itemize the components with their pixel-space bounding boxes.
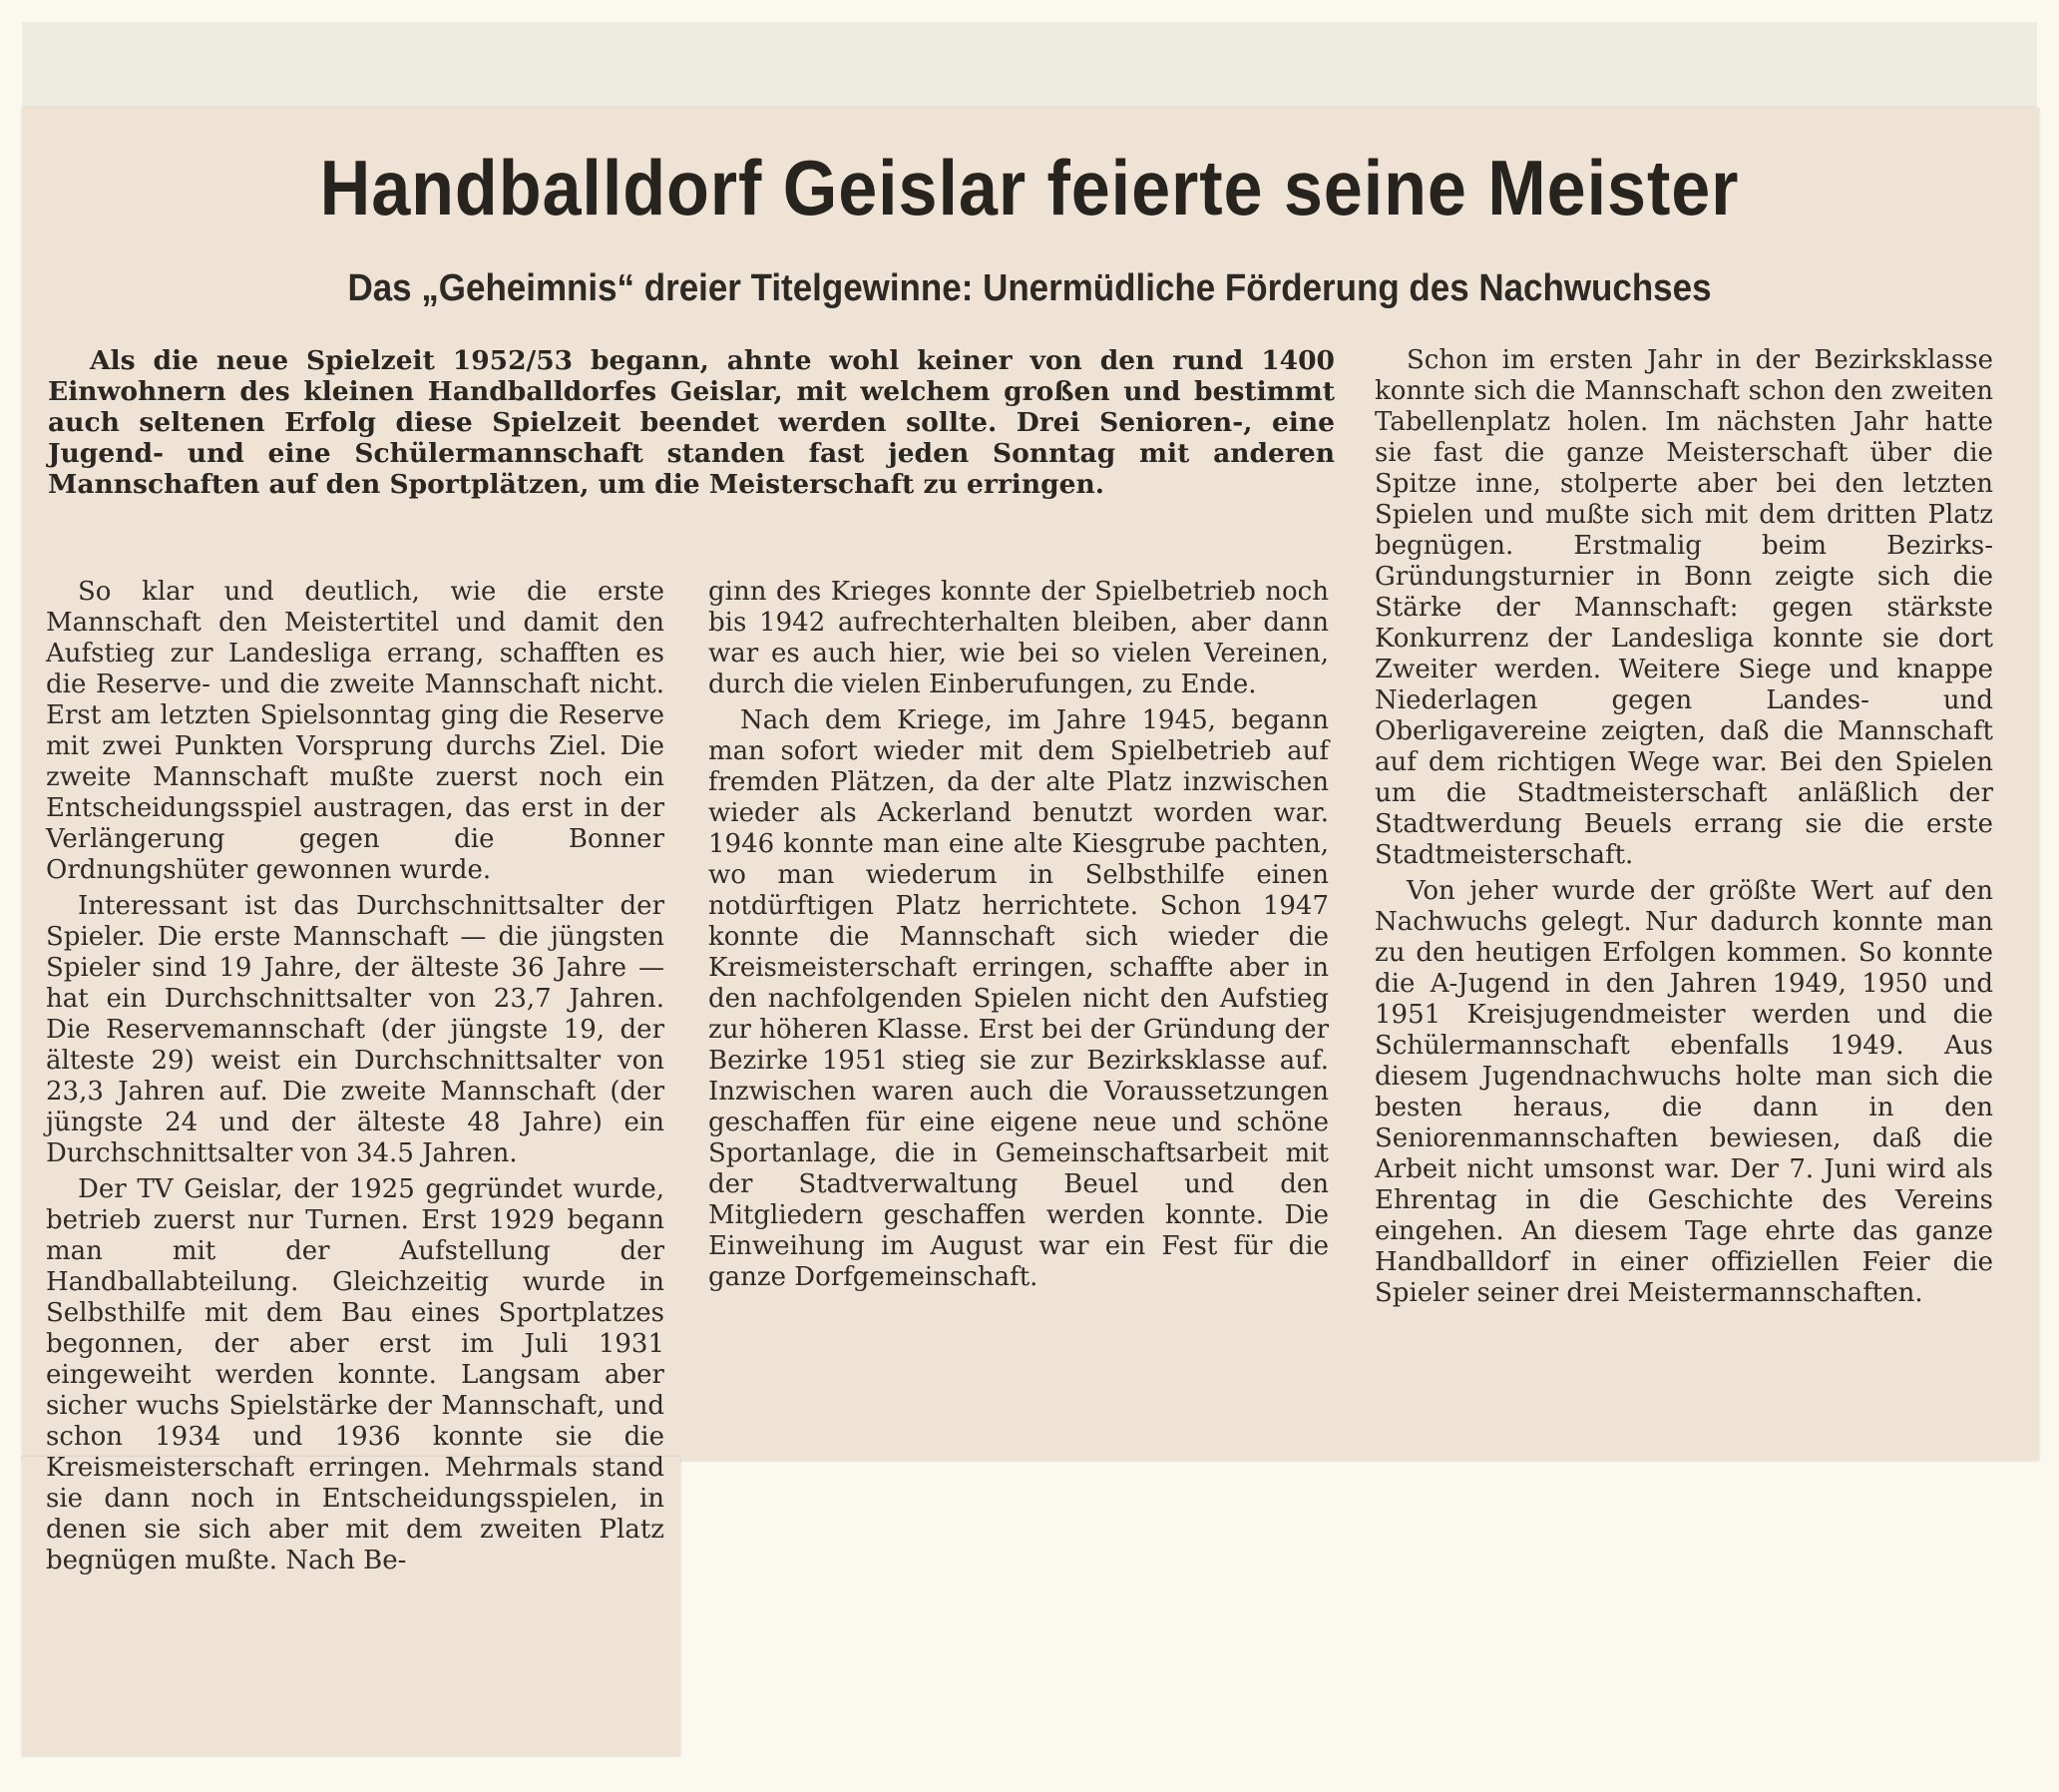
lead-paragraph: Als die neue Spielzeit 1952/53 begann, ahnte wohl keiner von den rund 1400 Einwohnern des kleinen Handballdorfes Geislar, mit welchem großen und bestimmt auch seltenen Erfolg diese Spielzeit beendet werden sollte. Drei Senioren-, eine Jugend- und eine Schülermannschaft standen fast jeden Sonntag mit anderen Mannschaften auf den Sportplätzen, um die Meisterschaft zu erringen. <box>48 345 1335 500</box>
column-paragraph: Interessant ist das Durchschnittsalter der Spieler. Die erste Mannschaft — die jüngsten Spieler sind 19 Jahre, der älteste 36 Jahre — hat ein Durchschnittsalter von 23,7 Jahren. Die Reservemannschaft (der jüngste 19, der älteste 29) weist ein Durchschnittsalter von 23,3 Jahren auf. Die zweite Mannschaft (der jüngste 24 und der älteste 48 Jahre) ein Durchschnittsalter von 34.5 Jahren. <box>46 891 664 1168</box>
column-paragraph: Schon im ersten Jahr in der Bezirksklasse konnte sich die Mannschaft schon den zweiten Tabellenplatz holen. Im nächsten Jahr hatte sie fast die ganze Meisterschaft über die Spitze inne, stolperte aber bei den letzten Spielen und mußte sich mit dem dritten Platz begnügen. Erstmalig beim Bezirks-Gründungsturnier in Bonn zeigte sich die Stärke der Mannschaft: gegen stärkste Konkurrenz der Landesliga konnte sie dort Zweiter werden. Weitere Siege und knappe Niederlagen gegen Landes- und Oberligavereine zeigten, daß die Mannschaft auf dem richtigen Wege war. Bei den Spielen um die Stadtmeisterschaft anläßlich der Stadtwerdung Beuels errang sie die erste Stadtmeisterschaft. <box>1375 345 1993 870</box>
column-paragraph: Der TV Geislar, der 1925 gegründet wurde, betrieb zuerst nur Turnen. Erst 1929 begann man mit der Aufstellung der Handballabteilung. Gleichzeitig wurde in Selbsthilfe mit dem Bau eines Sportplatzes begonnen, der aber erst im Juli 1931 eingeweiht werden konnte. Langsam aber sicher wuchs Spielstärke der Mannschaft, und schon 1934 und 1936 konnte sie die Kreismeisterschaft erringen. Mehrmals stand sie dann noch in Entscheidungsspielen, in denen sie sich aber mit dem zweiten Platz begnügen mußte. Nach Be- <box>46 1174 664 1575</box>
column-paragraph: ginn des Krieges konnte der Spielbetrieb noch bis 1942 aufrechterhalten bleiben, aber dann war es auch hier, wie bei so vielen Vereinen, durch die vielen Einberufungen, zu Ende. <box>708 577 1329 699</box>
column-paragraph: Von jeher wurde der größte Wert auf den Nachwuchs gelegt. Nur dadurch konnte man zu den heutigen Erfolgen kommen. So konnte die A-Jugend in den Jahren 1949, 1950 und 1951 Kreisjugendmeister werden und die Schülermannschaft ebenfalls 1949. Aus diesem Jugendnachwuchs holte man sich die besten heraus, die dann in den Seniorenmannschaften bewiesen, daß die Arbeit nicht umsonst war. Der 7. Juni wird als Ehrentag in die Geschichte des Vereins eingehen. An diesem Tage ehrte das ganze Handballdorf in einer offiziellen Feier die Spieler seiner drei Meistermannschaften. <box>1375 876 1993 1308</box>
album-page-top-strip <box>22 22 2037 112</box>
subheadline: Das „Geheimnis“ dreier Titelgewinne: Unermüdliche Förderung des Nachwuchses <box>347 267 1712 309</box>
article-column-2 <box>708 577 1329 1298</box>
headline: Handballdorf Geislar feierte seine Meister <box>319 144 1740 231</box>
article-column-3 <box>1375 345 1993 1314</box>
column-paragraph: Nach dem Kriege, im Jahre 1945, begann man sofort wieder mit dem Spielbetrieb auf fremden Plätzen, da der alte Platz inzwischen wieder als Ackerland benutzt worden war. 1946 konnte man eine alte Kiesgrube pachten, wo man wiederum in Selbsthilfe einen notdürftigen Platz herrichtete. Schon 1947 konnte die Mannschaft sich wieder die Kreismeisterschaft erringen, schaffte aber in den nachfolgenden Spielen nicht den Aufstieg zur höheren Klasse. Erst bei der Gründung der Bezirke 1951 stieg sie zur Bezirksklasse auf. Inzwischen waren auch die Voraussetzungen geschaffen für eine eigene neue und schöne Sportanlage, die in Gemeinschaftsarbeit mit der Stadtverwaltung Beuel und den Mitgliedern geschaffen werden konnte. Die Einweihung im August war ein Fest für die ganze Dorfgemeinschaft. <box>708 705 1329 1292</box>
column-paragraph: So klar und deutlich, wie die erste Mannschaft den Meistertitel und damit den Aufstieg zur Landesliga errang, schafften es die Reserve- und die zweite Mannschaft nicht. Erst am letzten Spielsonntag ging die Reserve mit zwei Punkten Vorsprung durchs Ziel. Die zweite Mannschaft mußte zuerst noch ein Entscheidungsspiel austragen, das erst in der Verlängerung gegen die Bonner Ordnungshüter gewonnen wurde. <box>46 577 664 885</box>
article-column-1 <box>46 577 664 1581</box>
